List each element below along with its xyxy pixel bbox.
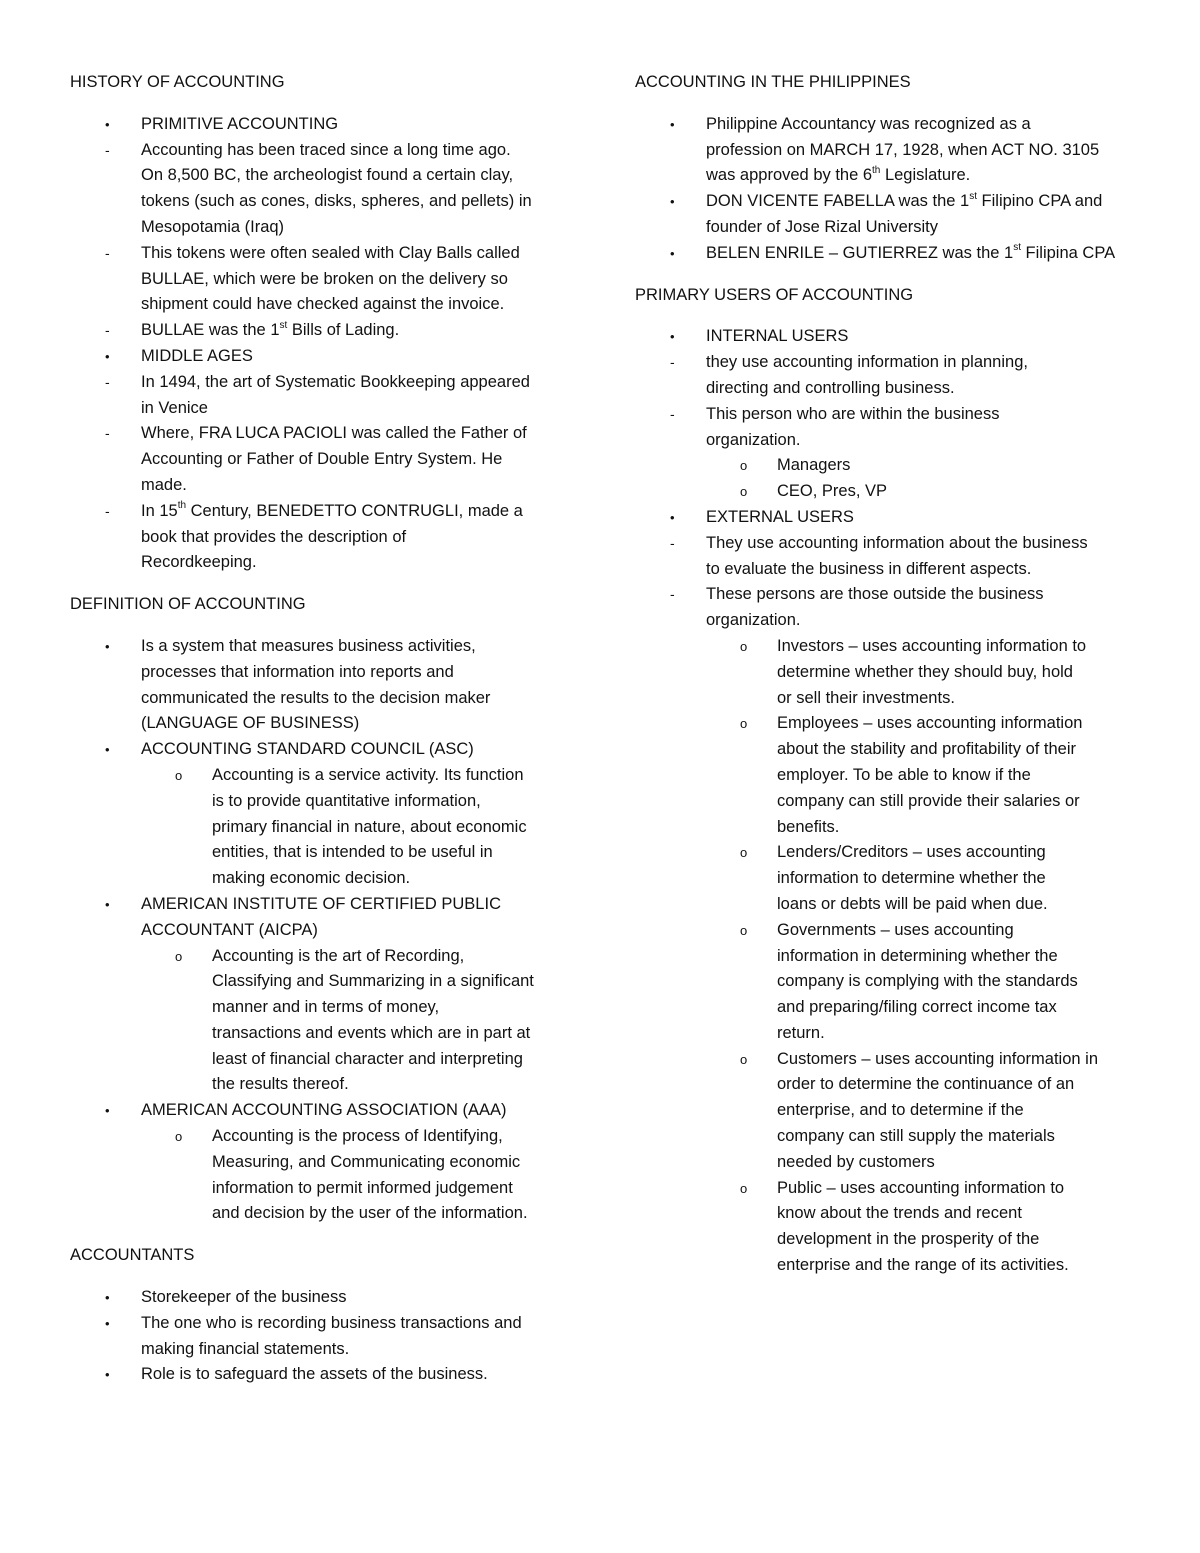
line-text: Accounting has been traced since a long time ago. — [141, 140, 511, 159]
superscript: th — [177, 500, 187, 512]
list-line — [635, 453, 1130, 479]
line-text: Customers – uses accounting information in — [777, 1049, 1098, 1068]
line-text: was approved by the 6th Legislature. — [706, 164, 971, 185]
list-line — [635, 1176, 1130, 1202]
line-text: AMERICAN INSTITUTE OF CERTIFIED PUBLIC — [141, 894, 501, 913]
list-line — [70, 995, 570, 1021]
list-line — [70, 370, 570, 396]
list-line — [635, 944, 1130, 970]
line-text: made. — [141, 475, 187, 494]
line-text: This tokens were often sealed with Clay Balls called — [141, 243, 520, 262]
superscript: st — [279, 319, 288, 331]
line-text: profession on MARCH 17, 1928, when ACT NO. 3105 — [706, 140, 1100, 159]
line-text: processes that information into reports and — [141, 662, 454, 681]
line-text: CEO, Pres, VP — [777, 482, 888, 501]
sub-bullet-marker: o — [740, 922, 748, 938]
list-line — [635, 711, 1130, 737]
line-text: Governments – uses accounting — [777, 920, 1014, 939]
line-text: least of financial character and interpreting — [212, 1049, 523, 1068]
list-line — [635, 815, 1130, 841]
list-line — [635, 376, 1130, 402]
list-line — [635, 350, 1130, 376]
line-text: MIDDLE AGES — [141, 346, 253, 365]
list-line — [635, 1253, 1130, 1279]
line-text: enterprise, and to determine if the — [777, 1101, 1024, 1120]
list-line — [70, 892, 570, 918]
superscript: st — [969, 190, 977, 202]
line-text: Managers — [777, 456, 851, 475]
list-line — [70, 815, 570, 841]
list-line — [635, 557, 1130, 583]
list-line — [635, 840, 1130, 866]
list-line — [70, 525, 570, 551]
line-text: information to permit informed judgement — [212, 1178, 513, 1197]
list-line — [635, 215, 1130, 241]
line-text: Public – uses accounting information to — [777, 1178, 1065, 1197]
list-line — [70, 189, 570, 215]
sub-bullet-marker: o — [175, 1129, 183, 1145]
bullet-marker: • — [105, 896, 110, 912]
bullet-marker: • — [670, 194, 675, 210]
list-line — [70, 421, 570, 447]
line-text: Employees – uses accounting information — [777, 714, 1083, 733]
dash-marker: - — [105, 373, 110, 390]
list-line — [70, 866, 570, 892]
list-line — [70, 686, 570, 712]
bullet-marker: • — [670, 329, 675, 345]
list-line — [635, 1150, 1130, 1176]
list-line — [70, 840, 570, 866]
line-text: BULLAE was the 1st Bills of Lading. — [141, 319, 400, 340]
sub-bullet-marker: o — [175, 948, 183, 964]
list-line — [70, 550, 570, 576]
bullet-marker: • — [670, 245, 675, 261]
line-text: shipment could have checked against the invoice. — [141, 295, 505, 314]
line-text: founder of Jose Rizal University — [706, 217, 939, 236]
list-line — [635, 1124, 1130, 1150]
dash-marker: - — [105, 425, 110, 442]
philippines-list — [635, 112, 1130, 267]
line-text: Role is to safeguard the assets of the business. — [141, 1365, 488, 1384]
line-text: They use accounting information about the business — [706, 533, 1088, 552]
line-text: ACCOUNTING STANDARD COUNCIL (ASC) — [141, 740, 474, 759]
line-text: information in determining whether the — [777, 946, 1058, 965]
line-text: manner and in terms of money, — [212, 998, 440, 1017]
bullet-marker: • — [670, 116, 675, 132]
line-text: On 8,500 BC, the archeologist found a certain clay, — [141, 166, 514, 185]
list-line — [70, 660, 570, 686]
line-text: benefits. — [777, 817, 840, 836]
list-line — [635, 428, 1130, 454]
list-line — [70, 1098, 570, 1124]
line-text: organization. — [706, 430, 801, 449]
list-line — [635, 138, 1130, 164]
list-line — [70, 163, 570, 189]
list-line — [70, 292, 570, 318]
philippines-heading: ACCOUNTING IN THE PHILIPPINES — [635, 73, 911, 91]
line-text: Where, FRA LUCA PACIOLI was called the Father of — [141, 424, 527, 443]
list-line — [70, 1285, 570, 1311]
right-column — [635, 70, 1130, 1279]
dash-marker: - — [105, 141, 110, 158]
list-line — [70, 344, 570, 370]
list-line — [70, 447, 570, 473]
list-line — [70, 1150, 570, 1176]
line-text: Recordkeeping. — [141, 553, 257, 572]
list-line — [635, 892, 1130, 918]
line-text: needed by customers — [777, 1152, 935, 1171]
line-text: the results thereof. — [212, 1075, 349, 1094]
list-line — [635, 737, 1130, 763]
line-text: Accounting is the process of Identifying, — [212, 1127, 503, 1146]
line-text: return. — [777, 1023, 825, 1042]
list-line — [70, 1176, 570, 1202]
list-line — [635, 241, 1130, 267]
bullet-marker: • — [105, 638, 110, 654]
list-line — [635, 1098, 1130, 1124]
list-line — [635, 1072, 1130, 1098]
dash-marker: - — [670, 354, 675, 371]
list-line — [635, 995, 1130, 1021]
line-text: Storekeeper of the business — [141, 1288, 347, 1307]
dash-marker: - — [670, 405, 675, 422]
list-line — [635, 789, 1130, 815]
sub-bullet-marker: o — [740, 638, 748, 654]
line-text: and preparing/filing correct income tax — [777, 998, 1057, 1017]
superscript: th — [872, 164, 881, 176]
line-text: making financial statements. — [141, 1339, 350, 1358]
line-text: company can still provide their salaries or — [777, 791, 1080, 810]
list-line — [635, 1047, 1130, 1073]
definition-heading: DEFINITION OF ACCOUNTING — [70, 595, 306, 614]
line-text: determine whether they should buy, hold — [777, 662, 1073, 681]
dash-marker: - — [670, 534, 675, 551]
line-text: organization. — [706, 611, 801, 630]
line-text: to evaluate the business in different aspects. — [706, 559, 1032, 578]
list-line — [70, 918, 570, 944]
list-line — [635, 608, 1130, 634]
line-text: and decision by the user of the information. — [212, 1204, 528, 1223]
accountants-list — [70, 1285, 570, 1388]
list-line — [635, 1021, 1130, 1047]
sub-bullet-marker: o — [740, 845, 748, 861]
line-text: order to determine the continuance of an — [777, 1075, 1075, 1094]
history-list — [70, 112, 570, 576]
line-text: transactions and events which are in part at — [212, 1023, 531, 1042]
line-text: Lenders/Creditors – uses accounting — [777, 843, 1046, 862]
list-line — [70, 1362, 570, 1388]
line-text: book that provides the description of — [141, 527, 407, 546]
list-line — [635, 660, 1130, 686]
dash-marker: - — [105, 322, 110, 339]
line-text: In 15th Century, BENEDETTO CONTRUGLI, made a — [141, 500, 523, 520]
dash-marker: - — [670, 586, 675, 603]
list-line — [635, 866, 1130, 892]
list-line — [70, 969, 570, 995]
line-text: BELEN ENRILE – GUTIERREZ was the 1st Filipina CPA — [706, 242, 1116, 262]
line-text: entities, that is intended to be useful in — [212, 843, 493, 862]
line-text: ACCOUNTANT (AICPA) — [141, 920, 318, 939]
list-line — [635, 918, 1130, 944]
list-line — [635, 686, 1130, 712]
line-text: (LANGUAGE OF BUSINESS) — [141, 714, 360, 733]
line-text: company can still supply the materials — [777, 1127, 1055, 1146]
list-line — [70, 1124, 570, 1150]
line-text: enterprise and the range of its activities. — [777, 1256, 1069, 1275]
line-text: DON VICENTE FABELLA was the 1st Filipino CPA and — [706, 190, 1103, 211]
sub-bullet-marker: o — [740, 1180, 748, 1196]
line-text: EXTERNAL USERS — [706, 507, 854, 526]
list-line — [635, 531, 1130, 557]
sub-bullet-marker: o — [740, 458, 748, 474]
line-text: Philippine Accountancy was recognized as a — [706, 114, 1031, 133]
list-line — [70, 318, 570, 344]
list-line — [70, 1047, 570, 1073]
list-line — [70, 711, 570, 737]
list-line — [70, 138, 570, 164]
definition-list — [70, 634, 570, 1227]
sub-bullet-marker: o — [740, 484, 748, 500]
bullet-marker: • — [105, 1367, 110, 1383]
dash-marker: - — [105, 244, 110, 261]
list-line — [635, 969, 1130, 995]
line-text: is to provide quantitative information, — [212, 791, 481, 810]
line-text: about the stability and profitability of their — [777, 740, 1077, 759]
list-line — [635, 479, 1130, 505]
line-text: employer. To be able to know if the — [777, 765, 1031, 784]
list-line — [635, 112, 1130, 138]
list-line — [70, 215, 570, 241]
bullet-marker: • — [105, 1290, 110, 1306]
line-text: company is complying with the standards — [777, 972, 1078, 991]
list-line — [70, 737, 570, 763]
line-text: BULLAE, which were be broken on the delivery so — [141, 269, 508, 288]
users-heading: PRIMARY USERS OF ACCOUNTING — [635, 285, 914, 304]
line-text: Measuring, and Communicating economic — [212, 1152, 521, 1171]
list-line — [70, 1021, 570, 1047]
line-text: loans or debts will be paid when due. — [777, 894, 1048, 913]
line-text: development in the prosperity of the — [777, 1230, 1040, 1249]
list-line — [70, 499, 570, 525]
sub-bullet-marker: o — [740, 716, 748, 732]
line-text: This person who are within the business — [706, 404, 1000, 423]
list-line — [70, 396, 570, 422]
line-text: directing and controlling business. — [706, 378, 955, 397]
line-text: AMERICAN ACCOUNTING ASSOCIATION (AAA) — [141, 1101, 507, 1120]
list-line — [70, 1311, 570, 1337]
line-text: communicated the results to the decision maker — [141, 688, 491, 707]
list-line — [70, 944, 570, 970]
list-line — [635, 634, 1130, 660]
dash-marker: - — [105, 502, 110, 519]
bullet-marker: • — [105, 348, 110, 364]
list-line — [635, 163, 1130, 189]
bullet-marker: • — [105, 1315, 110, 1331]
line-text: know about the trends and recent — [777, 1204, 1022, 1223]
line-text: INTERNAL USERS — [706, 327, 849, 346]
list-line — [70, 473, 570, 499]
sub-bullet-marker: o — [740, 1051, 748, 1067]
list-line — [70, 112, 570, 138]
list-line — [70, 634, 570, 660]
list-line — [635, 505, 1130, 531]
line-text: or sell their investments. — [777, 688, 955, 707]
list-line — [70, 1201, 570, 1227]
line-text: information to determine whether the — [777, 869, 1046, 888]
list-line — [70, 241, 570, 267]
users-list — [635, 324, 1130, 1278]
list-line — [70, 1072, 570, 1098]
bullet-marker: • — [670, 509, 675, 525]
line-text: making economic decision. — [212, 869, 411, 888]
left-column — [70, 70, 570, 1388]
line-text: Mesopotamia (Iraq) — [141, 217, 285, 236]
list-line — [635, 189, 1130, 215]
line-text: tokens (such as cones, disks, spheres, and pellets) in — [141, 192, 532, 211]
line-text: The one who is recording business transactions and — [141, 1313, 522, 1332]
line-text: they use accounting information in planning, — [706, 353, 1028, 372]
line-text: primary financial in nature, about economic — [212, 817, 527, 836]
line-text: In 1494, the art of Systematic Bookkeeping appeared — [141, 372, 530, 391]
list-line — [635, 1227, 1130, 1253]
line-text: Is a system that measures business activities, — [141, 636, 476, 655]
bullet-marker: • — [105, 116, 110, 132]
line-text: in Venice — [141, 398, 208, 417]
list-line — [635, 1201, 1130, 1227]
line-text: These persons are those outside the business — [706, 585, 1044, 604]
line-text: Classifying and Summarizing in a significant — [212, 972, 534, 991]
list-line — [635, 763, 1130, 789]
list-line — [70, 763, 570, 789]
list-line — [635, 582, 1130, 608]
line-text: Accounting is the art of Recording, — [212, 946, 465, 965]
line-text: Accounting or Father of Double Entry System. He — [141, 450, 503, 469]
list-line — [635, 324, 1130, 350]
line-text: PRIMITIVE ACCOUNTING — [141, 114, 339, 133]
list-line — [70, 789, 570, 815]
list-line — [635, 402, 1130, 428]
bullet-marker: • — [105, 1103, 110, 1119]
list-line — [70, 267, 570, 293]
list-line — [70, 1337, 570, 1363]
line-text: Accounting is a service activity. Its function — [212, 765, 524, 784]
superscript: st — [1013, 242, 1021, 254]
bullet-marker: • — [105, 742, 110, 758]
accountants-heading: ACCOUNTANTS — [70, 1246, 195, 1265]
history-heading: HISTORY OF ACCOUNTING — [70, 73, 285, 91]
sub-bullet-marker: o — [175, 767, 183, 783]
line-text: Investors – uses accounting information to — [777, 636, 1087, 655]
